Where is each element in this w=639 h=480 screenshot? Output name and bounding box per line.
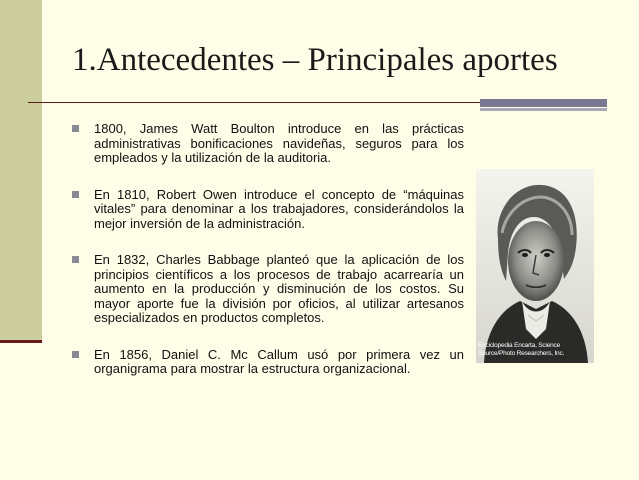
bullet-text: En 1832, Charles Babbage planteó que la aplicación de los principios científicos a los procesos de trabajo acarrearía un aumento en la producción y disminución de los costos. Su mayor aporte fue la división por oficios, al utilizar artesanos especializados en productos completos. (94, 252, 464, 325)
bullet-text: En 1810, Robert Owen introduce el concepto de “máquinas vitales” para denominar a los trabajadores, considerándolos la mejor inversión de la administración. (94, 186, 464, 231)
title-accent-bar (480, 99, 607, 107)
slide-title: 1.Antecedentes – Principales aportes (72, 42, 558, 78)
bullet-text: 1800, James Watt Boulton introduce en las prácticas administrativas bonificaciones navideñas, seguros para los empleados y la utilización de la auditoria. (94, 121, 464, 165)
bullet-item-1800 (72, 122, 464, 166)
portrait-image (476, 169, 594, 363)
bullet-item-1832 (72, 253, 464, 326)
bullet-item-1810 (72, 188, 464, 232)
left-decorative-band (0, 0, 42, 341)
bullet-text: En 1856, Daniel C. Mc Callum usó por primera vez un organigrama para mostrar la estructura organizacional. (94, 346, 464, 376)
portrait-illustration (476, 169, 594, 363)
square-bullet-icon (72, 351, 79, 358)
square-bullet-icon (72, 191, 79, 198)
bullet-item-1856 (72, 348, 464, 377)
bullet-list (72, 122, 464, 377)
square-bullet-icon (72, 125, 79, 132)
title-accent-bar-highlight (480, 108, 607, 111)
square-bullet-icon (72, 256, 79, 263)
image-credit-caption: Enciclopedia Encarta, Science Source/Photo Researchers, Inc. (478, 342, 565, 357)
left-band-divider (0, 340, 42, 343)
